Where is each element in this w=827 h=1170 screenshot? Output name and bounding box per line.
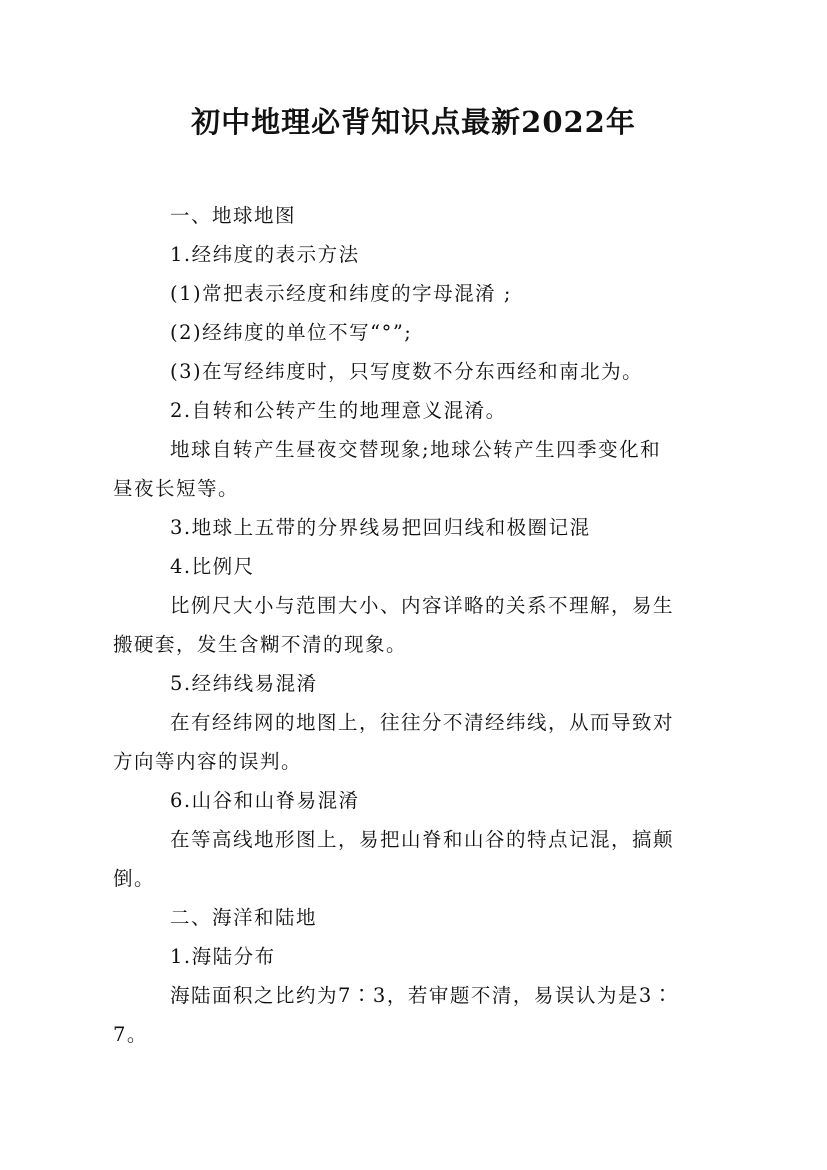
paragraph bbox=[113, 274, 713, 313]
subheading bbox=[113, 547, 713, 586]
subheading bbox=[113, 664, 713, 703]
paragraph bbox=[113, 430, 713, 508]
line: 在有经纬网的地图上，往往分不清经纬线，从而导致对 bbox=[170, 711, 675, 734]
line: 海陆面积之比约为7∶3，若审题不清，易误认为是3∶ bbox=[170, 984, 674, 1007]
section-heading bbox=[113, 196, 713, 235]
document-body bbox=[113, 196, 713, 1054]
subheading bbox=[113, 391, 713, 430]
line: 搬硬套，发生含糊不清的现象。 bbox=[113, 633, 408, 656]
paragraph bbox=[113, 313, 713, 352]
paragraph bbox=[113, 976, 713, 1054]
line: 5.经纬线易混淆 bbox=[170, 672, 318, 695]
line: 一、地球地图 bbox=[170, 204, 297, 227]
line: (3)在写经纬度时，只写度数不分东西经和南北为。 bbox=[170, 360, 644, 383]
line: 方向等内容的误判。 bbox=[113, 750, 303, 773]
line: 地球自转产生昼夜交替现象;地球公转产生四季变化和 bbox=[170, 438, 662, 461]
paragraph bbox=[113, 586, 713, 664]
document-title: 初中地理必背知识点最新2022年 bbox=[191, 105, 636, 139]
line: 4.比例尺 bbox=[170, 555, 255, 578]
line: 昼夜长短等。 bbox=[113, 477, 240, 500]
line: 1.海陆分布 bbox=[170, 945, 276, 968]
subheading bbox=[113, 508, 713, 547]
subheading bbox=[113, 235, 713, 274]
line: 7。 bbox=[113, 1023, 148, 1046]
line: 倒。 bbox=[113, 867, 156, 890]
line: 6.山谷和山脊易混淆 bbox=[170, 789, 360, 812]
line: 1.经纬度的表示方法 bbox=[170, 243, 360, 266]
line: 比例尺大小与范围大小、内容详略的关系不理解，易生 bbox=[170, 594, 675, 617]
line: (2)经纬度的单位不写“°”; bbox=[170, 321, 413, 344]
line: (1)常把表示经度和纬度的字母混淆 ; bbox=[170, 282, 512, 305]
line: 3.地球上五带的分界线易把回归线和极圈记混 bbox=[170, 516, 591, 539]
section-heading bbox=[113, 898, 713, 937]
subheading bbox=[113, 937, 713, 976]
paragraph bbox=[113, 703, 713, 781]
line: 二、海洋和陆地 bbox=[170, 906, 318, 929]
subheading bbox=[113, 781, 713, 820]
line: 在等高线地形图上，易把山脊和山谷的特点记混，搞颠 bbox=[170, 828, 675, 851]
line: 2.自转和公转产生的地理意义混淆。 bbox=[170, 399, 507, 422]
paragraph bbox=[113, 352, 713, 391]
paragraph bbox=[113, 820, 713, 898]
